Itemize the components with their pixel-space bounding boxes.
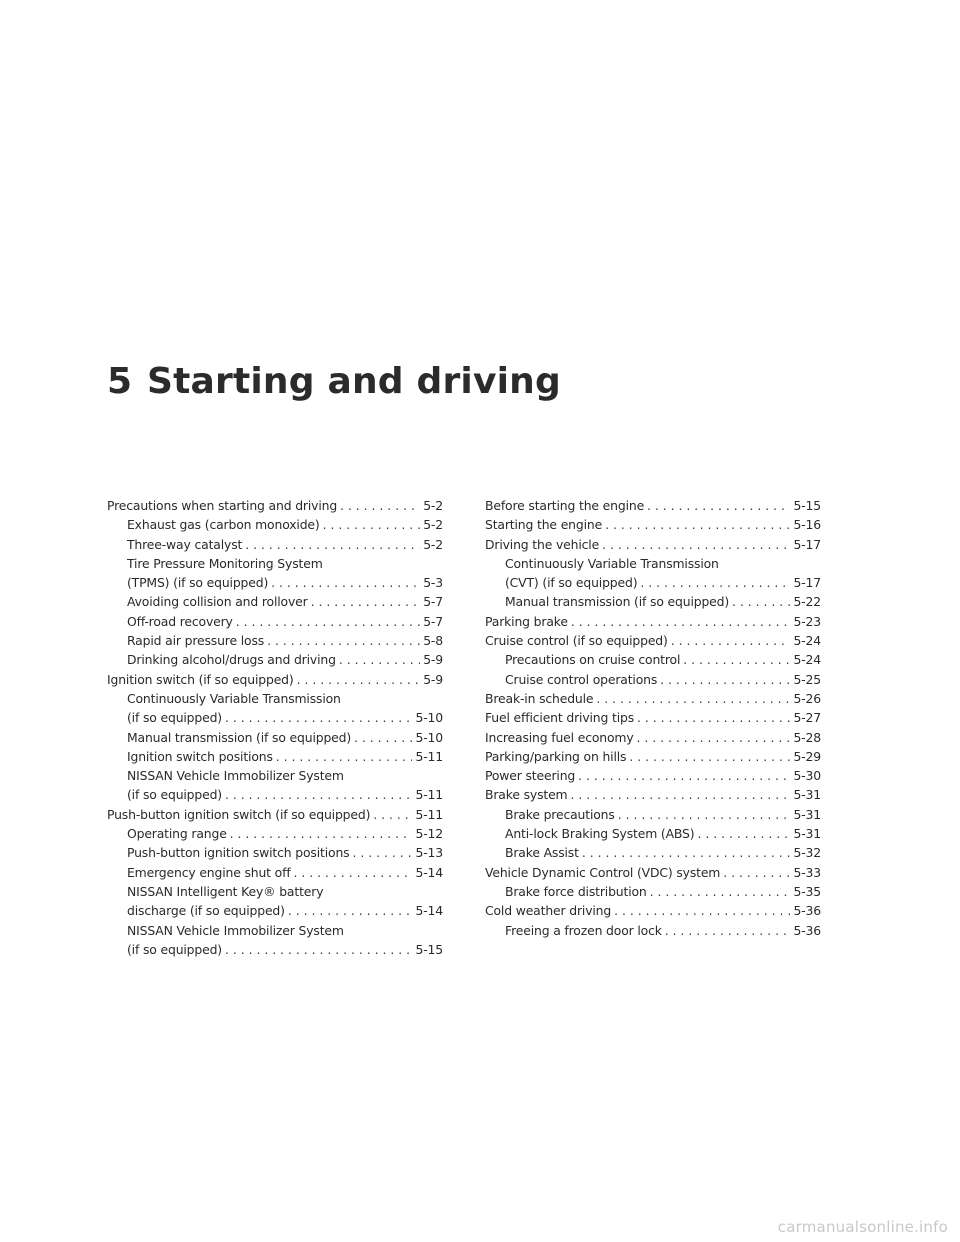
toc-entry-title: Manual transmission (if so equipped) bbox=[505, 594, 730, 610]
toc-entry-title-line1: Continuously Variable Transmission bbox=[505, 555, 719, 571]
toc-entry[interactable] bbox=[485, 785, 821, 804]
toc-entry-title: Power steering bbox=[485, 768, 576, 784]
dot-leader bbox=[640, 573, 790, 592]
toc-entry-title: (if so equipped) bbox=[127, 787, 222, 803]
toc-entry[interactable] bbox=[485, 863, 821, 882]
dot-leader bbox=[602, 535, 790, 554]
toc-entry[interactable] bbox=[107, 612, 443, 631]
toc-entry[interactable] bbox=[107, 824, 443, 843]
toc-entry[interactable] bbox=[485, 921, 821, 940]
toc-entry[interactable] bbox=[107, 631, 443, 650]
toc-entry[interactable] bbox=[485, 882, 821, 901]
toc-entry[interactable] bbox=[107, 766, 443, 805]
watermark-text: carmanualsonline.info bbox=[777, 1218, 948, 1236]
dot-leader bbox=[271, 573, 420, 592]
toc-entry-title-line1: Continuously Variable Transmission bbox=[127, 690, 341, 706]
dot-leader bbox=[236, 612, 420, 631]
dot-leader bbox=[660, 670, 790, 689]
toc-entry[interactable] bbox=[485, 535, 821, 554]
toc-entry[interactable] bbox=[485, 612, 821, 631]
toc-entry-page: 5-2 bbox=[423, 517, 443, 533]
toc-entry[interactable] bbox=[485, 805, 821, 824]
toc-entry-page: 5-16 bbox=[793, 517, 821, 533]
toc-entry-page: 5-31 bbox=[793, 806, 821, 822]
toc-entry-page: 5-24 bbox=[793, 652, 821, 668]
toc-entry[interactable] bbox=[107, 805, 443, 824]
toc-entry[interactable] bbox=[107, 728, 443, 747]
toc-entry-page: 5-2 bbox=[423, 536, 443, 552]
toc-entry-page: 5-11 bbox=[415, 748, 443, 764]
toc-entry[interactable] bbox=[485, 843, 821, 862]
toc-entry-title: Exhaust gas (carbon monoxide) bbox=[127, 517, 320, 533]
toc-entry[interactable] bbox=[485, 747, 821, 766]
toc-entry-title: Parking brake bbox=[485, 613, 568, 629]
dot-leader bbox=[732, 592, 790, 611]
dot-leader bbox=[637, 708, 790, 727]
toc-entry[interactable] bbox=[485, 766, 821, 785]
toc-entry-page: 5-13 bbox=[415, 845, 443, 861]
toc-entry-title: Brake force distribution bbox=[505, 883, 647, 899]
toc-entry-title-line1: NISSAN Intelligent Key® battery bbox=[127, 883, 324, 899]
chapter-number: 5 bbox=[107, 361, 133, 402]
toc-entry-page: 5-31 bbox=[793, 787, 821, 803]
dot-leader bbox=[665, 921, 791, 940]
toc-entry[interactable] bbox=[107, 592, 443, 611]
toc-entry[interactable] bbox=[107, 670, 443, 689]
toc-entry-page: 5-2 bbox=[423, 498, 443, 513]
dot-leader bbox=[697, 824, 790, 843]
toc-entry-title: Cruise control (if so equipped) bbox=[485, 633, 668, 649]
toc-entry-title: Cruise control operations bbox=[505, 671, 658, 687]
toc-entry[interactable] bbox=[485, 901, 821, 920]
toc-entry-page: 5-25 bbox=[793, 671, 821, 687]
dot-leader bbox=[288, 901, 413, 920]
toc-entry-title-line1: NISSAN Vehicle Immobilizer System bbox=[127, 768, 344, 784]
dot-leader bbox=[571, 612, 791, 631]
toc-entry-page: 5-36 bbox=[793, 922, 821, 938]
toc-entry[interactable] bbox=[485, 496, 821, 515]
toc-entry-page: 5-30 bbox=[793, 768, 821, 784]
toc-entry-page: 5-14 bbox=[415, 864, 443, 880]
toc-entry-title: Manual transmission (if so equipped) bbox=[127, 729, 352, 745]
toc-entry-page: 5-28 bbox=[793, 729, 821, 745]
toc-entry[interactable] bbox=[107, 650, 443, 669]
toc-left-column bbox=[107, 496, 443, 959]
toc-entry[interactable] bbox=[485, 728, 821, 747]
toc-entry[interactable] bbox=[107, 843, 443, 862]
toc-entry[interactable] bbox=[107, 689, 443, 728]
toc-entry[interactable] bbox=[485, 650, 821, 669]
dot-leader bbox=[225, 708, 412, 727]
toc-entry-title: Cold weather driving bbox=[485, 903, 612, 919]
toc-entry[interactable] bbox=[107, 882, 443, 921]
toc-entry-page: 5-9 bbox=[423, 652, 443, 668]
toc-entry-title: Push-button ignition switch positions bbox=[127, 845, 350, 861]
dot-leader bbox=[637, 728, 791, 747]
toc-entry-page: 5-24 bbox=[793, 633, 821, 649]
toc-entry-title: Off-road recovery bbox=[127, 613, 233, 629]
toc-entry-page: 5-15 bbox=[415, 941, 443, 957]
toc-entry-title: Driving the vehicle bbox=[485, 536, 600, 552]
dot-leader bbox=[354, 728, 412, 747]
dot-leader bbox=[629, 747, 790, 766]
toc-entry[interactable] bbox=[485, 708, 821, 727]
dot-leader bbox=[671, 631, 791, 650]
dot-leader bbox=[596, 689, 790, 708]
dot-leader bbox=[339, 650, 420, 669]
toc-entry-page: 5-8 bbox=[423, 633, 443, 649]
toc-entry[interactable] bbox=[107, 535, 443, 554]
toc-entry-title-line1: Tire Pressure Monitoring System bbox=[127, 555, 323, 571]
dot-leader bbox=[605, 515, 790, 534]
dot-leader bbox=[230, 824, 413, 843]
toc-entry[interactable] bbox=[107, 496, 443, 515]
toc-entry-page: 5-3 bbox=[423, 575, 443, 591]
toc-entry-title: Ignition switch positions bbox=[127, 748, 273, 764]
toc-entry-title: Operating range bbox=[127, 826, 227, 842]
dot-leader bbox=[578, 766, 790, 785]
toc-entry-title: (if so equipped) bbox=[127, 710, 222, 726]
toc-entry-page: 5-14 bbox=[415, 903, 443, 919]
toc-entry-page: 5-11 bbox=[415, 787, 443, 803]
toc-entry-title-line1: NISSAN Vehicle Immobilizer System bbox=[127, 922, 344, 938]
dot-leader bbox=[373, 805, 412, 824]
toc-entry-page: 5-29 bbox=[793, 748, 821, 764]
toc-entry-title: Vehicle Dynamic Control (VDC) system bbox=[485, 864, 721, 880]
toc-entry-page: 5-17 bbox=[793, 536, 821, 552]
toc-entry[interactable] bbox=[107, 554, 443, 593]
dot-leader bbox=[225, 785, 412, 804]
toc-entry-title: Anti-lock Braking System (ABS) bbox=[505, 826, 695, 842]
toc-entry-page: 5-27 bbox=[793, 710, 821, 726]
toc-entry[interactable] bbox=[485, 592, 821, 611]
toc-entry-title: Push-button ignition switch (if so equipped) bbox=[107, 806, 371, 822]
toc-entry-title: (CVT) (if so equipped) bbox=[505, 575, 638, 591]
toc-entry-title: Three-way catalyst bbox=[127, 536, 243, 552]
toc-entry[interactable] bbox=[485, 670, 821, 689]
toc-entry-page: 5-10 bbox=[415, 729, 443, 745]
dot-leader bbox=[225, 940, 412, 959]
toc-entry-page: 5-11 bbox=[415, 806, 443, 822]
toc-entry-title: Brake precautions bbox=[505, 806, 615, 822]
toc-entry-title: Emergency engine shut off bbox=[127, 864, 291, 880]
toc-entry-title: Fuel efficient driving tips bbox=[485, 710, 635, 726]
dot-leader bbox=[323, 515, 421, 534]
chapter-heading bbox=[107, 356, 561, 408]
toc-entry-page: 5-31 bbox=[793, 826, 821, 842]
dot-leader bbox=[297, 670, 421, 689]
toc-entry-page: 5-26 bbox=[793, 690, 821, 706]
toc-entry-title: Rapid air pressure loss bbox=[127, 633, 265, 649]
dot-leader bbox=[683, 650, 790, 669]
toc-entry[interactable] bbox=[107, 747, 443, 766]
toc-entry[interactable] bbox=[107, 863, 443, 882]
toc-entry-title: Parking/parking on hills bbox=[485, 748, 627, 764]
toc-entry-page: 5-33 bbox=[793, 864, 821, 880]
toc-entry-title: Before starting the engine bbox=[485, 498, 645, 513]
toc-entry-page: 5-22 bbox=[793, 594, 821, 610]
dot-leader bbox=[245, 535, 420, 554]
toc-entry-title: (if so equipped) bbox=[127, 941, 222, 957]
toc-entry-page: 5-10 bbox=[415, 710, 443, 726]
toc-right-column bbox=[485, 496, 821, 940]
dot-leader bbox=[650, 882, 791, 901]
toc-entry-page: 5-23 bbox=[793, 613, 821, 629]
toc-entry-title: Freeing a frozen door lock bbox=[505, 922, 662, 938]
dot-leader bbox=[276, 747, 413, 766]
toc-entry-page: 5-17 bbox=[793, 575, 821, 591]
toc-entry-title: Increasing fuel economy bbox=[485, 729, 634, 745]
toc-entry-title: Avoiding collision and rollover bbox=[127, 594, 308, 610]
dot-leader bbox=[570, 785, 790, 804]
toc-entry-page: 5-9 bbox=[423, 671, 443, 687]
toc-entry-title: (TPMS) (if so equipped) bbox=[127, 575, 269, 591]
toc-entry-title: Break-in schedule bbox=[485, 690, 594, 706]
toc-entry-page: 5-12 bbox=[415, 826, 443, 842]
toc-entry[interactable] bbox=[485, 689, 821, 708]
toc-entry[interactable] bbox=[107, 921, 443, 960]
toc-entry[interactable] bbox=[485, 554, 821, 593]
toc-entry-title: Drinking alcohol/drugs and driving bbox=[127, 652, 336, 668]
toc-entry-page: 5-35 bbox=[793, 883, 821, 899]
chapter-title: Starting and driving bbox=[147, 361, 561, 402]
toc-entry-page: 5-7 bbox=[423, 613, 443, 629]
toc-entry[interactable] bbox=[485, 515, 821, 534]
toc-entry-title: Brake Assist bbox=[505, 845, 579, 861]
dot-leader bbox=[267, 631, 420, 650]
toc-entry-title: discharge (if so equipped) bbox=[127, 903, 285, 919]
toc-entry-page: 5-7 bbox=[423, 594, 443, 610]
toc-entry-title: Precautions on cruise control bbox=[505, 652, 681, 668]
dot-leader bbox=[352, 843, 412, 862]
toc-entry-title: Ignition switch (if so equipped) bbox=[107, 671, 294, 687]
toc-entry-title: Starting the engine bbox=[485, 517, 603, 533]
dot-leader bbox=[340, 496, 420, 515]
toc-entry[interactable] bbox=[107, 515, 443, 534]
toc-entry[interactable] bbox=[485, 631, 821, 650]
dot-leader bbox=[614, 901, 790, 920]
dot-leader bbox=[311, 592, 421, 611]
toc-entry-title: Precautions when starting and driving bbox=[107, 498, 338, 513]
toc-entry-page: 5-36 bbox=[793, 903, 821, 919]
toc-entry-page: 5-15 bbox=[793, 498, 821, 513]
dot-leader bbox=[582, 843, 791, 862]
dot-leader bbox=[647, 496, 790, 515]
dot-leader bbox=[618, 805, 791, 824]
toc-entry-page: 5-32 bbox=[793, 845, 821, 861]
dot-leader bbox=[294, 863, 413, 882]
toc-entry[interactable] bbox=[485, 824, 821, 843]
dot-leader bbox=[723, 863, 790, 882]
toc-entry-title: Brake system bbox=[485, 787, 568, 803]
